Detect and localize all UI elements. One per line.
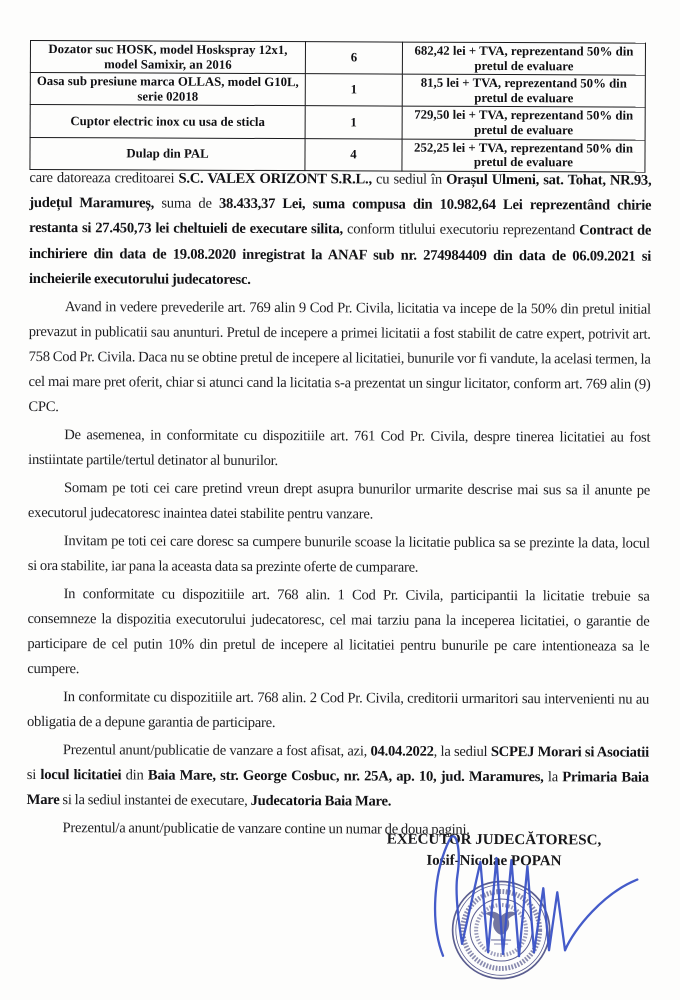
signatory-name: Iosif-Nicolae POPAN: [351, 850, 636, 872]
paragraph-summons-claims: Somam pe toti cei care pretind vreun drept asupra bunurilor urmarite descrise mai sus sa il anunte pe executorul judecatoresc inaintea datei stabilite pentru vanzare.: [28, 476, 650, 529]
signatory-title: EXECUTOR JUDECĂTORESC,: [351, 829, 636, 851]
goods-table: [29, 40, 646, 172]
price-cell: 252,25 lei + TVA, reprezentand 50% din pretul de evaluare: [402, 139, 645, 172]
qty-cell: 4: [305, 138, 402, 171]
signature-block: [351, 829, 636, 871]
table-row: [30, 73, 645, 108]
paragraph-creditors-exemption: In conformitate cu dispozitiile art. 768 alin. 2 Cod Pr. Civila, creditorii urmaritori sau intervenienti nu au obligatia de a depune garantia de participare.: [27, 685, 649, 738]
paragraph-invitation-buyers: Invitam pe toti cei care doresc sa cumpere bunurile scoase la licitatie publica sa se prezinte la data, locul si ora stabilite, iar pana la aceasta data sa prezinte oferte de cumparare.: [28, 529, 650, 582]
item-cell: Dulap din PAL: [30, 137, 305, 170]
paragraph-page-count: Prezentul/a anunt/publicatie de vanzare contine un numar de doua pagini.: [27, 816, 649, 844]
paragraph-notification-parties: De asemenea, in conformitate cu dispozitiile art. 761 Cod Pr. Civila, despre tinerea licitatiei au fost instiintate partile/tertul detinator al bunurilor.: [28, 423, 650, 476]
item-cell: Cuptor electric inox cu usa de sticla: [30, 105, 305, 138]
item-cell: Oasa sub presiune marca OLLAS, model G10L, serie 02018: [30, 73, 305, 106]
paragraph-debt-details: care datoreaza creditoarei S.C. VALEX ORIZONT S.R.L., cu sediul în Orașul Ulmeni, sat. Tohat, NR.93, județul Maramureș, suma de 38.433,37 Lei, suma compusa din 10.982,64 Lei reprezentând chirie restanta si 27.450,73 lei cheltuieli de executare silita, conform titlului executoriu reprezentand Contract de inchiriere din data de 19.08.2020 inregistrat la ANAF sub nr. 274984409 din data de 06.09.2021 si incheierile executorului judecatoresc.: [29, 166, 652, 295]
qty-cell: 6: [305, 42, 402, 75]
paragraph-auction-start-price: Avand in vedere prevederile art. 769 alin 9 Cod Pr. Civila, licitatia va incepe de la 50% din pretul initial prevazut in publicatii sau anunturi. Pretul de incepere a primei licitatii a fost stabilit de catre expert, potrivit art. 758 Cod Pr. Civila. Daca nu se obtine pretul de incepere al licitatiei, bunurile vor fi vandute, la acelasi termen, la cel mai mare pret oferit, chiar si atunci cand la licitatia s-a prezentat un singur licitator, conform art. 769 alin (9) CPC.: [28, 294, 651, 423]
price-cell: 81,5 lei + TVA, reprezentand 50% din pretul de evaluare: [402, 74, 645, 107]
price-cell: 682,42 lei + TVA, reprezentand 50% din pretul de evaluare: [402, 42, 645, 75]
qty-cell: 1: [305, 74, 402, 107]
paragraph-posting-locations: Prezentul anunt/publicatie de vanzare a fost afisat, azi, 04.04.2022, la sediul SCPEJ Morari si Asociatii si locul licitatiei din Baia Mare, str. George Cosbuc, nr. 25A, ap. 10, jud. Maramures, la Primaria Baia Mare si la sediul instantei de executare, Judecatoria Baia Mare.: [27, 738, 649, 816]
table-row: [30, 40, 645, 75]
price-cell: 729,50 lei + TVA, reprezentand 50% din pretul de evaluare: [402, 106, 645, 139]
document-body: [27, 166, 652, 827]
table-row: [30, 105, 645, 140]
paragraph-participation-guarantee: In conformitate cu dispozitiile art. 768 alin. 1 Cod Pr. Civila, participantii la licitatie trebuie sa consemneze la dispozitia executorului judecatoresc, cel mai tarziu pana la inceperea licitatiei, o garantie de participare de cel putin 10% din pretul de incepere al licitatiei pentru bunurile pe care intentioneaza sa le cumpere.: [27, 582, 649, 686]
item-cell: Dozator suc HOSK, model Hoskspray 12x1, model Samixir, an 2016: [30, 40, 305, 73]
round-stamp-icon: [452, 881, 549, 978]
qty-cell: 1: [305, 106, 402, 139]
